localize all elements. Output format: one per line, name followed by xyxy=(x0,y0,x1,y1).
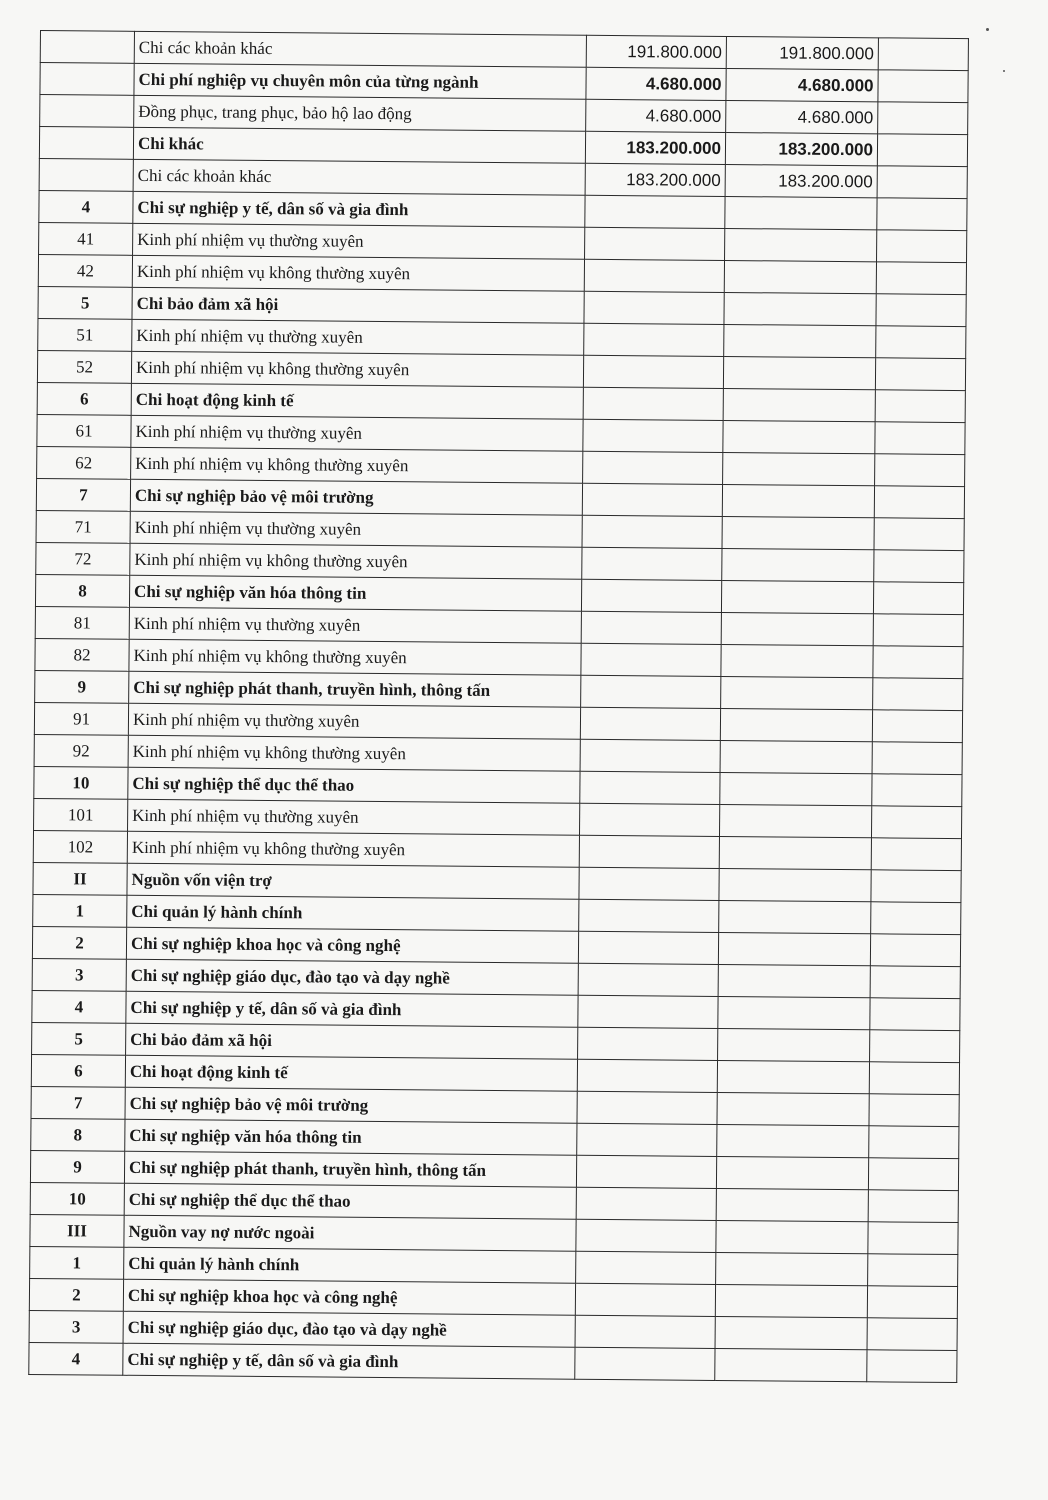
row-number-cell: 61 xyxy=(37,414,131,447)
row-number-cell: 7 xyxy=(31,1086,125,1119)
row-label-cell: Chi sự nghiệp phát thanh, truyền hình, thông tấn xyxy=(124,1151,576,1187)
row-number-cell: 8 xyxy=(35,574,129,607)
row-label-cell: Chi sự nghiệp bảo vệ môi trường xyxy=(125,1087,577,1123)
amount-cell-3 xyxy=(869,1094,959,1127)
amount-cell-2 xyxy=(717,1060,869,1093)
amount-cell-3 xyxy=(868,1254,958,1287)
row-number-cell: 92 xyxy=(34,734,128,767)
row-number-cell: 4 xyxy=(29,1342,123,1375)
row-label-cell: Kinh phí nhiệm vụ không thường xuyên xyxy=(131,447,583,483)
row-label-cell: Kinh phí nhiệm vụ thường xuyên xyxy=(129,607,581,643)
amount-cell-3 xyxy=(873,614,963,647)
amount-cell-3 xyxy=(870,934,960,967)
amount-cell-2: 4.680.000 xyxy=(726,68,878,101)
row-number-cell xyxy=(40,31,134,64)
amount-cell-2 xyxy=(723,420,875,453)
amount-cell-3 xyxy=(868,1158,958,1191)
row-label-cell: Kinh phí nhiệm vụ thường xuyên xyxy=(131,415,583,451)
row-number-cell: 51 xyxy=(38,318,132,351)
amount-cell-3 xyxy=(874,518,964,551)
row-label-cell: Kinh phí nhiệm vụ không thường xuyên xyxy=(132,255,584,291)
amount-cell-1 xyxy=(576,1251,716,1284)
amount-cell-3 xyxy=(870,966,960,999)
amount-cell-1 xyxy=(583,419,723,452)
amount-cell-2 xyxy=(718,996,870,1029)
amount-cell-3 xyxy=(877,198,967,231)
amount-cell-2 xyxy=(720,772,872,805)
row-number-cell: III xyxy=(30,1214,124,1247)
amount-cell-2 xyxy=(717,1092,869,1125)
row-label-cell: Đồng phục, trang phục, bảo hộ lao động xyxy=(134,95,586,131)
amount-cell-2 xyxy=(725,228,877,261)
amount-cell-2 xyxy=(724,260,876,293)
row-number-cell: 5 xyxy=(32,1022,126,1055)
amount-cell-2 xyxy=(719,804,871,837)
amount-cell-2 xyxy=(719,836,871,869)
row-label-cell: Chi sự nghiệp thể dục thể thao xyxy=(128,767,580,803)
amount-cell-3 xyxy=(871,870,961,903)
amount-cell-1 xyxy=(575,1315,715,1348)
row-number-cell: 62 xyxy=(37,446,131,479)
row-number-cell: 10 xyxy=(34,766,128,799)
row-label-cell: Chi sự nghiệp khoa học và công nghệ xyxy=(126,927,578,963)
row-label-cell: Kinh phí nhiệm vụ không thường xuyên xyxy=(130,543,582,579)
amount-cell-1 xyxy=(575,1347,715,1380)
row-label-cell: Kinh phí nhiệm vụ không thường xuyên xyxy=(128,735,580,771)
amount-cell-2 xyxy=(721,580,873,613)
row-label-cell: Chi sự nghiệp giáo dục, đào tạo và dạy nghề xyxy=(126,959,578,995)
row-label-cell: Chi khác xyxy=(133,127,585,163)
amount-cell-1: 183.200.000 xyxy=(585,131,725,164)
amount-cell-2 xyxy=(722,548,874,581)
amount-cell-2 xyxy=(721,612,873,645)
amount-cell-2 xyxy=(720,740,872,773)
amount-cell-2 xyxy=(718,1028,870,1061)
row-label-cell: Kinh phí nhiệm vụ không thường xuyên xyxy=(127,831,579,867)
row-label-cell: Nguồn vay nợ nước ngoài xyxy=(124,1215,576,1251)
amount-cell-1 xyxy=(576,1219,716,1252)
amount-cell-3 xyxy=(872,710,962,743)
amount-cell-1 xyxy=(583,451,723,484)
amount-cell-3 xyxy=(868,1190,958,1223)
amount-cell-3 xyxy=(878,38,968,71)
amount-cell-2 xyxy=(721,676,873,709)
row-number-cell: 71 xyxy=(36,510,130,543)
amount-cell-2 xyxy=(721,644,873,677)
amount-cell-3 xyxy=(873,678,963,711)
amount-cell-1 xyxy=(584,259,724,292)
amount-cell-2 xyxy=(723,356,875,389)
amount-cell-3 xyxy=(877,166,967,199)
row-number-cell: 101 xyxy=(34,798,128,831)
amount-cell-2 xyxy=(716,1220,868,1253)
amount-cell-3 xyxy=(877,134,967,167)
amount-cell-3 xyxy=(872,742,962,775)
row-label-cell: Chi các khoản khác xyxy=(133,159,585,195)
amount-cell-1 xyxy=(576,1155,716,1188)
amount-cell-1: 191.800.000 xyxy=(586,35,726,68)
amount-cell-2 xyxy=(723,388,875,421)
amount-cell-3 xyxy=(877,230,967,263)
amount-cell-1 xyxy=(580,771,720,804)
row-number-cell: II xyxy=(33,862,127,895)
row-label-cell: Kinh phí nhiệm vụ thường xuyên xyxy=(128,799,580,835)
amount-cell-1 xyxy=(576,1187,716,1220)
amount-cell-3 xyxy=(867,1350,957,1383)
row-number-cell: 41 xyxy=(39,222,133,255)
row-label-cell: Chi sự nghiệp y tế, dân số và gia đình xyxy=(123,1343,575,1379)
amount-cell-1 xyxy=(579,899,719,932)
amount-cell-2 xyxy=(720,708,872,741)
amount-cell-1 xyxy=(578,995,718,1028)
amount-cell-1 xyxy=(580,707,720,740)
amount-cell-3 xyxy=(878,102,968,135)
amount-cell-2 xyxy=(719,900,871,933)
row-number-cell: 102 xyxy=(33,830,127,863)
amount-cell-3 xyxy=(870,1030,960,1063)
amount-cell-2 xyxy=(716,1156,868,1189)
amount-cell-1 xyxy=(579,867,719,900)
row-label-cell: Chi sự nghiệp bảo vệ môi trường xyxy=(130,479,582,515)
amount-cell-3 xyxy=(871,838,961,871)
amount-cell-3 xyxy=(878,70,968,103)
row-number-cell: 6 xyxy=(31,1054,125,1087)
row-label-cell: Chi sự nghiệp văn hóa thông tin xyxy=(125,1119,577,1155)
amount-cell-3 xyxy=(873,646,963,679)
amount-cell-2 xyxy=(723,452,875,485)
row-label-cell: Chi bảo đảm xã hội xyxy=(132,287,584,323)
row-label-cell: Kinh phí nhiệm vụ thường xuyên xyxy=(132,319,584,355)
row-label-cell: Chi sự nghiệp y tế, dân số và gia đình xyxy=(133,191,585,227)
amount-cell-3 xyxy=(874,486,964,519)
amount-cell-3 xyxy=(873,582,963,615)
row-label-cell: Chi hoạt động kinh tế xyxy=(131,383,583,419)
budget-table xyxy=(28,30,969,1383)
amount-cell-2 xyxy=(716,1252,868,1285)
amount-cell-1 xyxy=(577,1059,717,1092)
amount-cell-2 xyxy=(719,868,871,901)
row-number-cell: 8 xyxy=(31,1118,125,1151)
amount-cell-2: 191.800.000 xyxy=(726,36,878,69)
amount-cell-3 xyxy=(870,998,960,1031)
row-label-cell: Kinh phí nhiệm vụ thường xuyên xyxy=(128,703,580,739)
scan-speck xyxy=(1003,70,1005,72)
amount-cell-3 xyxy=(871,902,961,935)
amount-cell-1 xyxy=(578,1027,718,1060)
amount-cell-3 xyxy=(872,774,962,807)
amount-cell-1 xyxy=(583,387,723,420)
row-number-cell: 82 xyxy=(35,638,129,671)
row-label-cell: Kinh phí nhiệm vụ không thường xuyên xyxy=(129,639,581,675)
amount-cell-2 xyxy=(718,932,870,965)
amount-cell-1 xyxy=(582,515,722,548)
amount-cell-1 xyxy=(581,643,721,676)
amount-cell-2 xyxy=(722,484,874,517)
amount-cell-1 xyxy=(580,739,720,772)
amount-cell-1 xyxy=(581,611,721,644)
row-label-cell: Nguồn vốn viện trợ xyxy=(127,863,579,899)
row-number-cell xyxy=(40,63,134,96)
amount-cell-1 xyxy=(582,547,722,580)
amount-cell-3 xyxy=(869,1126,959,1159)
row-number-cell: 6 xyxy=(37,382,131,415)
amount-cell-1 xyxy=(582,483,722,516)
row-number-cell: 1 xyxy=(30,1246,124,1279)
amount-cell-2 xyxy=(725,196,877,229)
row-number-cell: 10 xyxy=(30,1182,124,1215)
amount-cell-3 xyxy=(875,422,965,455)
row-number-cell: 72 xyxy=(36,542,130,575)
row-label-cell: Chi hoạt động kinh tế xyxy=(125,1055,577,1091)
amount-cell-3 xyxy=(868,1222,958,1255)
amount-cell-2 xyxy=(715,1348,867,1381)
amount-cell-1 xyxy=(585,227,725,260)
row-label-cell: Chi phí nghiệp vụ chuyên môn của từng ngành xyxy=(134,63,586,99)
amount-cell-2 xyxy=(724,324,876,357)
amount-cell-3 xyxy=(867,1318,957,1351)
amount-cell-3 xyxy=(875,358,965,391)
row-label-cell: Chi quản lý hành chính xyxy=(124,1247,576,1283)
amount-cell-1 xyxy=(579,803,719,836)
amount-cell-1 xyxy=(579,835,719,868)
row-label-cell: Chi sự nghiệp thể dục thể thao xyxy=(124,1183,576,1219)
amount-cell-3 xyxy=(867,1286,957,1319)
amount-cell-3 xyxy=(876,326,966,359)
amount-cell-1 xyxy=(583,355,723,388)
row-label-cell: Kinh phí nhiệm vụ không thường xuyên xyxy=(131,351,583,387)
row-number-cell: 2 xyxy=(29,1278,123,1311)
amount-cell-2 xyxy=(718,964,870,997)
amount-cell-1 xyxy=(584,291,724,324)
row-number-cell: 1 xyxy=(33,894,127,927)
amount-cell-2 xyxy=(722,516,874,549)
amount-cell-1 xyxy=(578,931,718,964)
amount-cell-2: 183.200.000 xyxy=(725,164,877,197)
amount-cell-3 xyxy=(875,454,965,487)
row-number-cell: 52 xyxy=(37,350,131,383)
row-label-cell: Chi các khoản khác xyxy=(134,31,586,67)
row-number-cell: 4 xyxy=(32,990,126,1023)
amount-cell-3 xyxy=(874,550,964,583)
row-number-cell xyxy=(39,127,133,160)
row-label-cell: Chi sự nghiệp phát thanh, truyền hình, thông tấn xyxy=(129,671,581,707)
amount-cell-1: 4.680.000 xyxy=(586,99,726,132)
amount-cell-1 xyxy=(577,1091,717,1124)
amount-cell-1 xyxy=(577,1123,717,1156)
amount-cell-1 xyxy=(581,579,721,612)
row-number-cell: 3 xyxy=(32,958,126,991)
row-label-cell: Chi sự nghiệp y tế, dân số và gia đình xyxy=(126,991,578,1027)
amount-cell-1 xyxy=(584,323,724,356)
row-number-cell: 9 xyxy=(30,1150,124,1183)
row-number-cell: 9 xyxy=(35,670,129,703)
amount-cell-1 xyxy=(585,195,725,228)
amount-cell-2: 183.200.000 xyxy=(725,132,877,165)
amount-cell-3 xyxy=(876,294,966,327)
row-label-cell: Chi quản lý hành chính xyxy=(127,895,579,931)
row-label-cell: Chi sự nghiệp giáo dục, đào tạo và dạy nghề xyxy=(123,1311,575,1347)
amount-cell-2 xyxy=(717,1124,869,1157)
amount-cell-1 xyxy=(575,1283,715,1316)
row-number-cell xyxy=(40,95,134,128)
row-number-cell: 5 xyxy=(38,286,132,319)
row-number-cell xyxy=(39,158,133,191)
amount-cell-3 xyxy=(869,1062,959,1095)
amount-cell-1 xyxy=(578,963,718,996)
row-label-cell: Chi sự nghiệp khoa học và công nghệ xyxy=(123,1279,575,1315)
row-label-cell: Chi bảo đảm xã hội xyxy=(126,1023,578,1059)
amount-cell-2 xyxy=(724,292,876,325)
budget-table-body xyxy=(29,31,969,1383)
amount-cell-3 xyxy=(876,262,966,295)
scan-speck xyxy=(986,28,989,31)
row-number-cell: 42 xyxy=(38,254,132,287)
amount-cell-2 xyxy=(715,1316,867,1349)
row-number-cell: 7 xyxy=(36,478,130,511)
amount-cell-1: 183.200.000 xyxy=(585,163,725,196)
row-number-cell: 4 xyxy=(39,190,133,223)
amount-cell-1: 4.680.000 xyxy=(586,67,726,100)
row-label-cell: Chi sự nghiệp văn hóa thông tin xyxy=(129,575,581,611)
row-number-cell: 3 xyxy=(29,1310,123,1343)
amount-cell-1 xyxy=(581,675,721,708)
amount-cell-2 xyxy=(715,1284,867,1317)
row-number-cell: 2 xyxy=(32,926,126,959)
amount-cell-3 xyxy=(871,806,961,839)
table-row xyxy=(29,1342,957,1382)
row-label-cell: Kinh phí nhiệm vụ thường xuyên xyxy=(130,511,582,547)
row-number-cell: 91 xyxy=(34,702,128,735)
amount-cell-2 xyxy=(716,1188,868,1221)
amount-cell-3 xyxy=(875,390,965,423)
row-number-cell: 81 xyxy=(35,606,129,639)
row-label-cell: Kinh phí nhiệm vụ thường xuyên xyxy=(133,223,585,259)
amount-cell-2: 4.680.000 xyxy=(726,100,878,133)
